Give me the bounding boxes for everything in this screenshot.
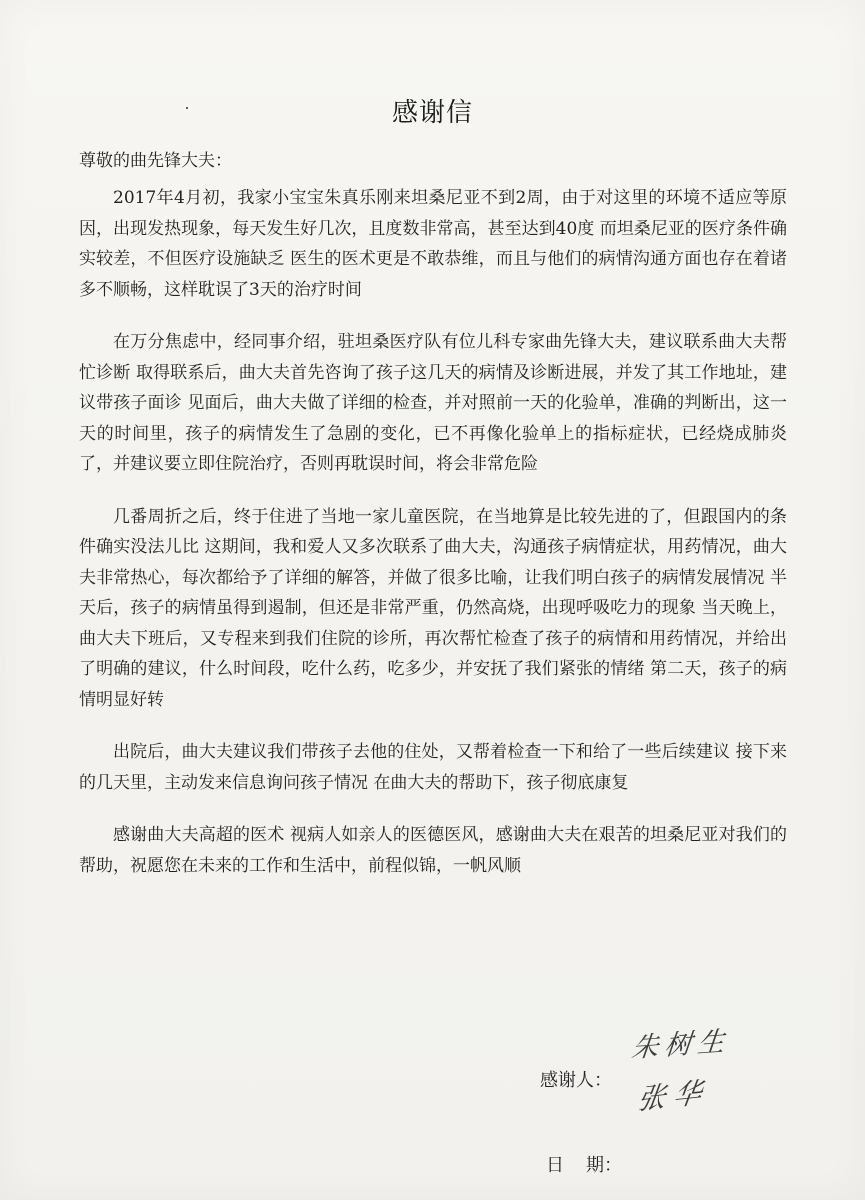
paragraph-2: 在万分焦虑中，经同事介绍，驻坦桑医疗队有位儿科专家曲先锋大夫，建议联系曲大夫帮忙诊断 取得联系后，曲大夫首先咨询了孩子这几天的病情及诊断进展，并发了其工作地址，建议带孩子面诊 见面后，曲大夫做了详细的检查，并对照前一天的化验单，准确的判断出，这一天的时间里，孩子的病情发生了急剧的变化，已不再像化验单上的指标症状，已经烧成肺炎了，并建议要立即住院治疗，否则再耽误时间，将会非常危险 <box>79 332 787 474</box>
date-label-part-2: 期： <box>586 1155 622 1176</box>
paragraph-5: 感谢曲大夫高超的医术 视病人如亲人的医德医风，感谢曲大夫在艰苦的坦桑尼亚对我们的帮助，祝愿您在未来的工作和生活中，前程似锦，一帆风顺 <box>79 825 787 876</box>
date-label-part-1: 日 <box>546 1155 564 1176</box>
salutation: 尊敬的曲先锋大夫： <box>79 151 232 171</box>
letter-body <box>79 183 787 881</box>
paragraph-1: 2017年4月初，我家小宝宝朱真乐刚来坦桑尼亚不到2周，由于对这里的环境不适应等原因，出现发热现象，每天发生好几次，且度数非常高，甚至达到40度 而坦桑尼亚的医疗条件确实较差，不但医疗设施缺乏 医生的医术更是不敢恭维，而且与他们的病情沟通方面也存在着诸多不顺畅，这样耽误了3天的治疗时间 <box>79 188 787 300</box>
date-label <box>546 1151 622 1177</box>
paragraph-4: 出院后，曲大夫建议我们带孩子去他的住处，又帮着检查一下和给了一些后续建议 接下来的几天里，主动发来信息询问孩子情况 在曲大夫的帮助下，孩子彻底康复 <box>79 742 787 793</box>
signers-label: 感谢人： <box>540 1070 612 1091</box>
paragraph-3: 几番周折之后，终于住进了当地一家儿童医院，在当地算是比较先进的了，但跟国内的条件确实没法儿比 这期间，我和爱人又多次联系了曲大夫，沟通孩子病情症状，用药情况，曲大夫非常热心，每次都给予了详细的解答，并做了很多比喻，让我们明白孩子的病情发展情况 半天后，孩子的病情虽得到遏制，但还是非常严重，仍然高烧，出现呼吸吃力的现象 当天晚上，曲大夫下班后，又专程来到我们住院的诊所，再次帮忙检查了孩子的病情和用药情况，并给出了明确的建议，什么时间段，吃什么药，吃多少，并安抚了我们紧张的情绪 第二天，孩子的病情明显好转 <box>79 506 787 710</box>
handwritten-signature-1: 朱树生 <box>630 1025 733 1065</box>
letter-title: 感谢信 <box>391 98 473 128</box>
handwritten-signature-2: 张华 <box>635 1075 712 1117</box>
